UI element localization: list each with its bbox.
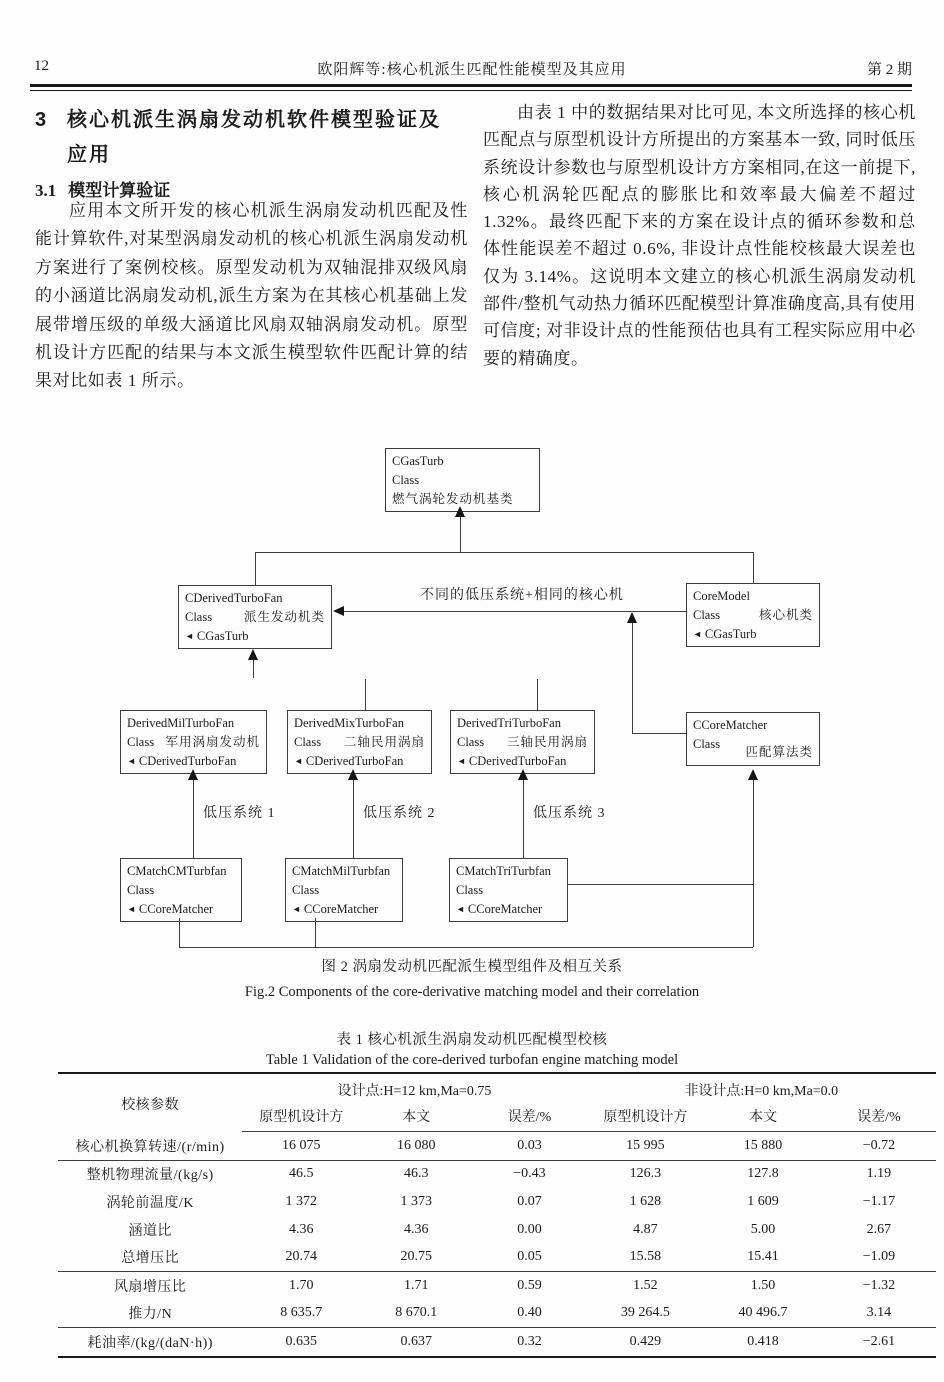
value-cell: 0.05: [472, 1243, 586, 1271]
value-cell: 20.74: [242, 1243, 360, 1271]
connector-line: [523, 780, 524, 858]
class-cn-label: 燃气涡轮发动机基类: [392, 491, 514, 506]
class-box-cderivedturbofan: [178, 585, 332, 649]
subsection-number: 3.1: [35, 181, 57, 200]
inherits-icon: ◄: [457, 755, 466, 766]
connector-line: [753, 552, 754, 583]
table-row: [58, 1328, 936, 1357]
connector-line: [365, 679, 366, 710]
inherits-icon: ◄: [127, 755, 136, 766]
value-cell: 15 995: [587, 1132, 705, 1161]
col-header: 本文: [360, 1104, 472, 1132]
value-cell: 46.3: [403, 1166, 429, 1182]
value-cell: 0.07: [517, 1193, 542, 1209]
class-cn-label: 三轴民用涡扇: [506, 734, 588, 749]
value-cell: 0.429: [629, 1333, 662, 1349]
value-cell: 39 264.5: [587, 1300, 705, 1328]
value-cell: 1.52: [633, 1277, 658, 1293]
class-box-derivedmixturbofan: [287, 710, 432, 774]
class-line: [294, 733, 425, 752]
class-name: CoreModel: [693, 589, 750, 603]
col-header: 误差/%: [822, 1104, 936, 1132]
connector-line: [255, 552, 256, 585]
parent-class: CDerivedTurboFan: [138, 753, 237, 768]
running-title: 欧阳辉等:核心机派生匹配性能模型及其应用: [317, 62, 627, 78]
value-cell: 15 880: [704, 1132, 822, 1161]
connector-line: [255, 552, 753, 553]
value-cell: −1.32: [862, 1277, 896, 1293]
table-group-header-row: [58, 1073, 936, 1104]
parent-class: CCoreMatcher: [138, 901, 214, 916]
connector-line: [179, 947, 753, 948]
section-title: [67, 103, 465, 173]
col-header: 原型机设计方: [242, 1104, 360, 1132]
class-name: DerivedMilTurboFan: [127, 716, 235, 730]
connector-line: [193, 780, 194, 858]
class-keyword: Class: [392, 472, 420, 487]
parent-class: CCoreMatcher: [303, 901, 379, 916]
inherits-icon: ◄: [185, 630, 194, 641]
param-cell: 整机物理流量/(kg/s): [86, 1168, 214, 1184]
value-cell: 16 075: [242, 1132, 360, 1161]
inherits-icon: ◄: [456, 903, 465, 914]
lp-arrowhead-icon: [188, 769, 198, 780]
value-cell: −0.72: [822, 1132, 936, 1161]
class-name: CGasTurb: [392, 454, 444, 468]
table-row: [58, 1271, 936, 1299]
inherits-icon: ◄: [292, 903, 301, 914]
lp-arrowhead-icon: [518, 769, 528, 780]
value-cell: 5.00: [750, 1221, 776, 1237]
association-arrowhead-icon: [333, 606, 344, 616]
class-name: CDerivedTurboFan: [185, 591, 283, 605]
class-name: CCoreMatcher: [693, 718, 768, 732]
class-name: CMatchTriTurbfan: [456, 864, 551, 878]
inherits-icon: ◄: [294, 755, 303, 766]
off-design-point-header: 非设计点:H=0 km,Ma=0.0: [684, 1084, 839, 1099]
class-cn-label: 核心机类: [758, 607, 813, 622]
class-keyword: Class: [127, 734, 155, 749]
value-cell: 0.03: [472, 1132, 586, 1161]
value-cell: 8 670.1: [360, 1300, 472, 1328]
value-cell: 1 373: [400, 1193, 432, 1209]
table-row: [58, 1216, 936, 1244]
param-cell: 核心机换算转速/(r/min): [58, 1132, 242, 1161]
value-cell: 20.75: [360, 1243, 472, 1271]
param-cell: 耗油率/(kg/(daN·h)): [87, 1335, 213, 1351]
connector-line: [179, 918, 180, 947]
connector-line: [353, 780, 354, 858]
class-parent-line: [456, 900, 561, 919]
class-cn-label: 二轴民用涡扇: [343, 734, 425, 749]
class-box-ccorematcher: [686, 712, 820, 766]
connector-line: [537, 679, 538, 710]
subsection-title: 模型计算验证: [68, 181, 171, 200]
lp-label-3: 低压系统 3: [533, 806, 606, 821]
parent-class: CCoreMatcher: [467, 901, 543, 916]
inherits-icon: ◄: [693, 628, 702, 639]
value-cell: 1.19: [866, 1166, 892, 1182]
table-row: [58, 1188, 936, 1216]
class-parent-line: [127, 752, 260, 771]
section-title-line1: 核心机派生涡扇发动机软件模型验证及: [67, 109, 441, 131]
col-header: 本文: [704, 1104, 822, 1132]
design-point-header: 设计点:H=12 km,Ma=0.75: [337, 1084, 492, 1099]
value-cell: 0.635: [285, 1333, 317, 1349]
class-keyword: Class: [456, 882, 484, 897]
class-parent-line: [294, 752, 425, 771]
col-header: 误差/%: [472, 1104, 586, 1132]
table-row: [58, 1300, 936, 1328]
right-column-paragraph: 由表 1 中的数据结果对比可见, 本文所选择的核心机匹配点与原型机设计方所提出的方案基本一致, 同时低压系统设计参数也与原型机设计方方案相同,在这一前提下,核心机涡轮匹配点的膨胀比和效率最大偏差不超过 1.32%。最终匹配下来的方案在设计点的循环参数和总体性能误差不超过 0.6%, 非设计点性能校核最大误差也仅为 3.14%。这说明本文建立的核心机派生涡扇发动机部件/整机气动热力循环匹配模型计算准确度高,具有使用可信度; 对非设计点的性能预估也具有工程实际应用中必要的精确度。: [483, 103, 916, 368]
parent-class: CDerivedTurboFan: [468, 753, 567, 768]
class-box-coremodel: [686, 583, 820, 647]
value-cell: 16 080: [360, 1132, 472, 1161]
class-cn-label: 派生发动机类: [243, 609, 325, 624]
value-cell: 1 609: [747, 1193, 779, 1209]
class-parent-line: [127, 900, 235, 919]
figure-caption-cn: 图 2 涡扇发动机匹配派生模型组件及相互关系: [321, 959, 623, 975]
table-row: [58, 1160, 936, 1188]
connector-line: [568, 884, 753, 885]
class-line: [457, 733, 588, 752]
value-cell: 0.00: [517, 1221, 542, 1237]
value-cell: 1.71: [403, 1277, 429, 1293]
section-title-line2: 应用: [67, 144, 111, 166]
class-keyword: Class: [292, 882, 320, 897]
matcher-arrowhead-icon: [627, 612, 637, 623]
value-cell: 0.59: [517, 1277, 542, 1293]
section-number: 3: [35, 109, 47, 131]
connector-line: [632, 623, 633, 733]
class-line: [693, 606, 813, 625]
lp-label-2: 低压系统 2: [363, 806, 436, 821]
param-header: 校核参数: [121, 1097, 180, 1113]
class-cn-label: 军用涡扇发动机: [165, 734, 260, 749]
parent-class: CDerivedTurboFan: [305, 753, 404, 768]
value-cell: 1.70: [288, 1277, 314, 1293]
class-keyword: Class: [127, 882, 155, 897]
connector-line: [753, 780, 754, 947]
class-parent-line: [457, 752, 588, 771]
section-heading: [35, 103, 465, 173]
inherits-icon: ◄: [127, 903, 136, 914]
class-box-derivedtriturbofan: [450, 710, 595, 774]
class-keyword: Class: [294, 734, 322, 749]
page-number: 12: [34, 58, 49, 74]
value-cell: 15.58: [587, 1243, 705, 1271]
param-cell: 推力/N: [58, 1300, 242, 1328]
class-keyword: Class: [693, 736, 721, 751]
value-cell: 8 635.7: [242, 1300, 360, 1328]
value-cell: 3.14: [822, 1300, 936, 1328]
table-body: [58, 1132, 936, 1357]
table-row: [58, 1243, 936, 1271]
class-parent-line: [693, 625, 813, 644]
class-line: [185, 608, 325, 627]
value-cell: 2.67: [866, 1221, 892, 1237]
value-cell: 126.3: [629, 1166, 662, 1182]
class-line: [693, 735, 813, 762]
param-cell: 涵道比: [128, 1223, 172, 1239]
parent-class: CGasTurb: [196, 628, 249, 643]
param-cell: 总增压比: [58, 1243, 242, 1271]
class-box-cgasturb: [385, 448, 540, 512]
validation-table: [58, 1072, 936, 1358]
class-keyword: Class: [185, 609, 213, 624]
figure-caption-en: Fig.2 Components of the core-derivative matching model and their correlation: [244, 984, 700, 1000]
value-cell: 0.637: [400, 1333, 432, 1349]
param-cell: 风扇增压比: [113, 1279, 187, 1295]
class-line: [127, 733, 260, 752]
connector-line: [315, 918, 316, 947]
value-cell: 0.40: [472, 1300, 586, 1328]
class-cn-label: 匹配算法类: [745, 744, 813, 759]
class-box-cmatchcmturbfan: [120, 858, 242, 922]
class-keyword: Class: [457, 734, 485, 749]
value-cell: −2.61: [862, 1333, 896, 1349]
value-cell: 46.5: [288, 1166, 314, 1182]
inheritance-arrowhead-icon: [455, 506, 465, 517]
inheritance-arrowhead-icon: [248, 649, 258, 660]
value-cell: 127.8: [747, 1166, 779, 1182]
class-parent-line: [185, 627, 325, 646]
value-cell: 4.87: [633, 1221, 658, 1237]
association-label: 不同的低压系统+相同的核心机: [420, 588, 624, 603]
value-cell: 0.32: [517, 1333, 542, 1349]
value-cell: −1.09: [822, 1243, 936, 1271]
param-cell: 涡轮前温度/K: [106, 1195, 194, 1211]
class-parent-line: [292, 900, 396, 919]
table-row: [58, 1132, 936, 1161]
value-cell: −1.17: [862, 1193, 896, 1209]
connector-line: [253, 660, 254, 678]
connector-line: [632, 733, 686, 734]
class-keyword: Class: [693, 607, 721, 622]
value-cell: 1 372: [285, 1193, 317, 1209]
class-box-cmatchtriturbfan: [449, 858, 568, 922]
value-cell: −0.43: [513, 1166, 546, 1182]
value-cell: 1.50: [750, 1277, 776, 1293]
lp-label-1: 低压系统 1: [203, 806, 276, 821]
class-name: CMatchCMTurbfan: [127, 864, 227, 878]
header-rule-thick: [30, 84, 912, 87]
matcher-arrowhead-icon: [748, 769, 758, 780]
value-cell: 40 496.7: [704, 1300, 822, 1328]
value-cell: 4.36: [288, 1221, 314, 1237]
class-name: DerivedMixTurboFan: [294, 716, 404, 730]
class-box-cmatchmilturbfan: [285, 858, 403, 922]
left-column-paragraph: 应用本文所开发的核心机派生涡扇发动机匹配及性能计算软件,对某型涡扇发动机的核心机派生涡扇发动机方案进行了案例校核。原型发动机为双轴混排双级风扇的小涵道比涡扇发动机,派生方案为在其核心机基础上发展带增压级的单级大涵道比风扇双轴涡扇发动机。原型机设计方匹配的结果与本文派生模型软件匹配计算的结果对比如表 1 所示。: [35, 201, 468, 391]
value-cell: 15.41: [704, 1243, 822, 1271]
class-name: DerivedTriTurboFan: [457, 716, 561, 730]
header-rule-thin: [30, 90, 912, 91]
table-title-en: Table 1 Validation of the core-derived turbofan engine matching model: [265, 1052, 679, 1068]
lp-arrowhead-icon: [348, 769, 358, 780]
parent-class: CGasTurb: [704, 626, 757, 641]
class-name: CMatchMilTurbfan: [292, 864, 391, 878]
value-cell: 1 628: [629, 1193, 662, 1209]
class-box-derivedmilturbofan: [120, 710, 267, 774]
col-header: 原型机设计方: [587, 1104, 705, 1132]
table-title-cn: 表 1 核心机派生涡扇发动机匹配模型校核: [336, 1032, 608, 1048]
connector-line: [460, 517, 461, 552]
value-cell: 4.36: [403, 1221, 429, 1237]
issue-label: 第 2 期: [866, 62, 912, 78]
value-cell: 0.418: [747, 1333, 779, 1349]
